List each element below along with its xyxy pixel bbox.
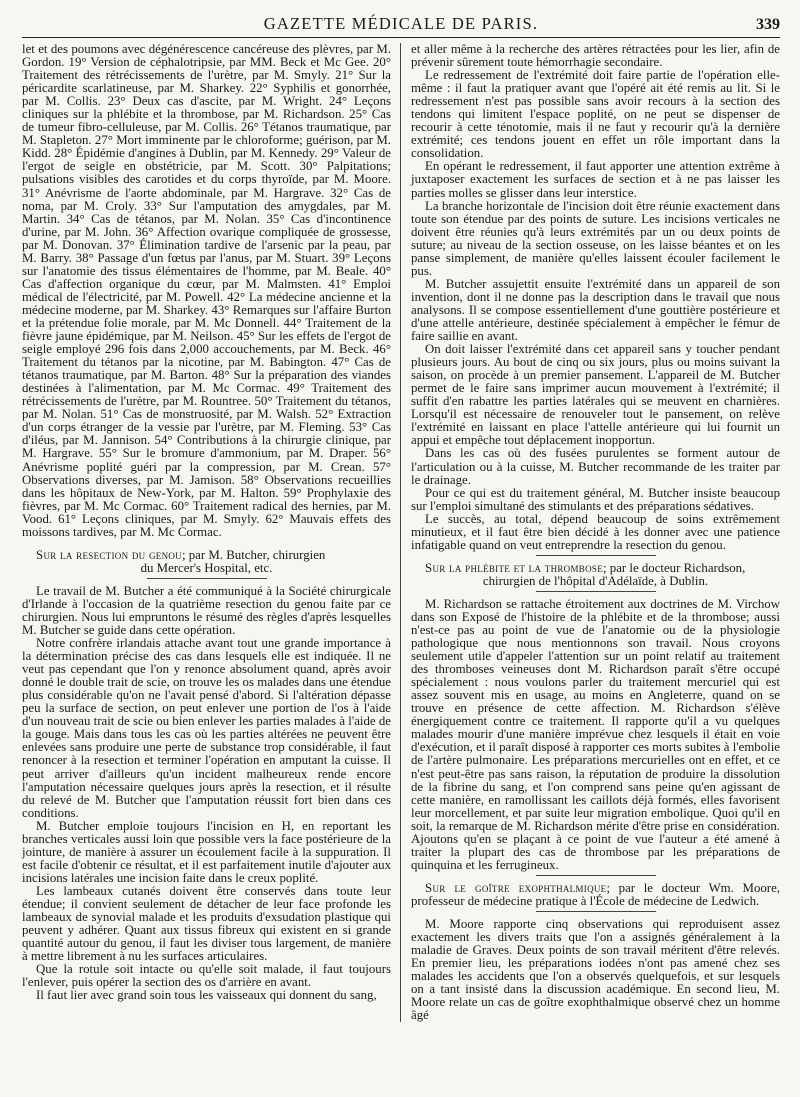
paragraph: M. Moore rapporte cinq observations qui reproduisent assez exactement les divers traits que l'on a assignés généralement à la maladie de Graves. Deux points de son travail méritent d'être relevés. En premier lieu, les préparations iodées n'ont pas amené chez ses malades les accidents que l'on a observés quelquefois, et sur lesquels on a tant insisté dans la discussion académique. En second lieu, M. Moore relate un cas de goître exophthalmique observé chez un homme âgé [411, 917, 780, 1023]
section-divider [536, 911, 656, 912]
section-heading-resection [22, 549, 391, 575]
section-heading-phlebite [411, 562, 780, 588]
section-divider [536, 555, 656, 556]
paragraph: M. Butcher emploie toujours l'incision en H, en reportant les branches verticales aussi loin que possible vers la face postérieure de la jointure, de manière à assurer un écoulement facile à la suppuration. Il est facile d'obtenir ce résultat, et il est parfaitement inutile d'ajouter aux incisions latérales une incision faite dans le creux poplité. [22, 818, 391, 885]
section-heading-affiliation: du Mercer's Hospital, etc. [140, 560, 273, 575]
section-heading-goitre [411, 882, 780, 908]
section-heading-title: Sur le goître exophthalmique [425, 880, 607, 895]
paragraph: et aller même à la recherche des artères rétractées pour les lier, afin de prévenir sûrement toute hémorrhagie secondaire. [411, 42, 780, 70]
paragraph: Le redressement de l'extrémité doit faire partie de l'opération elle-même : il faut la pratiquer avant que l'opéré ait été remis au lit. Si le redressement n'est pas possible sans avoir recours à la section des tendons qui limitent l'espace poplité, on ne peut se dispenser de recourir à cette ténotomie, mais il ne faut y recourir qu'à la dernière extrémité; ces tendons jouent en effet un rôle important dans la consolidation. [411, 68, 780, 161]
paragraph: Le succès, au total, dépend beaucoup de soins extrêmement minutieux, et il faut être bien décidé à les donner avec une patience infatigable quand on veut entreprendre la resection du genou. [411, 511, 780, 552]
paragraph: Pour ce qui est du traitement général, M. Butcher insiste beaucoup sur l'emploi simultané des stimulants et des préparations sédatives. [411, 485, 780, 513]
paragraph: Les lambeaux cutanés doivent être conservés dans toute leur étendue; il convient seulement de détacher de leur face profonde les lambeaux de synovial malade et les produits d'exsudation plastique qui peuvent y adhérer. Quant aux tissus fibreux qui existent en si grande quantité autour du genou, il faut les diviser tous largement, de manière à mettre librement à nu les surfaces articulaires. [22, 883, 391, 964]
paragraph: Il faut lier avec grand soin tous les vaisseaux qui donnent du sang, [36, 988, 377, 1003]
left-column [22, 43, 401, 1022]
paragraph: M. Richardson se rattache étroitement aux doctrines de M. Virchow dans son Exposé de l'histoire de la phlébite et de la thrombose; aussi n'est-ce pas au point de vue de l'anatomie ou de la physiologie pathologique que nous mentionnons son travail. Nous croyons seulement utile d'appeler l'attention sur un point relatif au traitement des thromboses veineuses dont M. Richardson paraît s'être occupé spécialement : nous voulons parler du traitement mercuriel qui est assez souvent mis en usage, au moins en Angleterre, quand on se trouve en présence de cette affection. M. Richardson s'élève énergiquement contre ce traitement. Il rapporte qu'il a vu quelques malades mourir d'une manière imprévue chez lesquels il était en voie d'exécution, et il paraît disposé à rapporter ces morts subites à l'embolie de l'artère pulmonaire. Les préparations mercurielles ont en effet, et ce n'est peut-être pas sans raison, la réputation de produire la dissolution de la fibrine du sang, et l'on comprend sans peine qu'en agissant de cette manière, en ramollissant les caillots déjà formés, elles favorisent leur morcellement, et par suite leur migration embolique. Quoi qu'il en soit, la remarque de M. Richardson mérite d'être prise en considération. Ajoutons qu'en se plaçant à ce point de vue l'auteur a été amené à traiter la plupart des cas de thrombose par les préparations de quinquina et les ferrugineux. [411, 596, 780, 872]
section-divider [147, 578, 267, 579]
page-number: 339 [756, 16, 780, 33]
paragraph: M. Butcher assujettit ensuite l'extrémité dans un appareil de son invention, dont il ne donne pas la description dans le travail que nous analysons. Il se compose essentiellement d'une gouttière postérieure et d'une attelle antérieure, destinée spécialement à empêcher le fémur de faire saillie en avant. [411, 276, 780, 344]
text-columns [22, 43, 780, 1022]
page-header [22, 14, 780, 38]
paragraph: Notre confrère irlandais attache avant tout une grande importance à la détermination précise des cas dans lesquels elle est indiquée. Il ne veut pas cependant que l'on y renonce absolument quand, après avoir donné le double trait de scie, on trouve les os malades dans une étendue plus considérable qu'on ne l'avait pensé d'abord. Si l'altération dépasse peu la surface de section, on peut enlever une portion de l'os à l'aide d'un nouveau trait de scie ou bien enlever les parties malades à l'aide de la gouge. Mais dans tous les cas où les parties altérées ne peuvent être enlevées sans produire une perte de substance trop considérable, il faut renoncer à la resection et terminer l'opération en amputant la cuisse. Il peut arriver d'ailleurs qu'un incident malheureux rende encore l'amputation nécessaire quelques jours après la resection, et il résulte du relevé de M. Butcher que l'amputation réussit fort bien dans ces conditions. [22, 636, 391, 820]
paragraph: En opérant le redressement, il faut apporter une attention extrême à juxtaposer exactement les surfaces de section et à ne pas laisser les parties molles se glisser dans leur interstice. [411, 159, 780, 200]
paragraph: Que la rotule soit intacte ou qu'elle soit malade, il faut toujours l'enlever, puis opérer la section des os d'arrière en avant. [22, 962, 391, 990]
section-heading-title: Sur la resection du genou [36, 547, 182, 562]
section-heading-title: Sur la phlébite et la thrombose [425, 560, 603, 575]
paragraph: Dans les cas où des fusées purulentes se forment autour de l'articulation ou à la cuisse, M. Butcher recommande de les traiter par le drainage. [411, 446, 780, 487]
section-divider [536, 591, 656, 592]
section-heading-author: ; par le docteur Richardson, [603, 560, 746, 575]
section-heading-author: ; par M. Butcher, chirurgien [181, 547, 326, 562]
paragraph: Le travail de M. Butcher a été communiqué à la Société chirurgicale d'Irlande à l'occasion de la quatrième resection du genou faite par ce chirurgien. Nous lui empruntons le résumé des règles d'après lesquelles M. Butcher se guide dans cette opération. [22, 583, 391, 638]
journal-title: GAZETTE MÉDICALE DE PARIS. [263, 14, 539, 33]
section-divider [536, 875, 656, 876]
section-heading-affiliation: chirurgien de l'hôpital d'Adélaïde, à Dublin. [482, 573, 709, 588]
right-column [401, 43, 780, 1022]
section-heading-author: ; par le docteur Wm. Moore, professeur de médecine pratique à l'École de médecine de Ledwich. [411, 880, 780, 908]
paragraph: La branche horizontale de l'incision doit être réunie exactement dans toute son étendue par des points de suture. Les incisions verticales ne doivent être réunies qu'à leurs extrémités par un ou deux points de suture; au niveau de la section osseuse, on les laisse béantes et on les panse simplement, de manière qu'elles laissent écouler facilement le pus. [411, 198, 780, 278]
publication-list-paragraph: let et des poumons avec dégénérescence cancéreuse des plèvres, par M. Gordon. 19° Version de céphalotripsie, par MM. Beck et Mc Gee. 20° Traitement des rétrécissements de l'urètre, par M. Smyly. 21° Sur la péricardite scarlatineuse, par M. Sharkey. 22° Syphilis et gonorrhée, par M. Collis. 23° Deux cas d'ascite, par M. Wright. 24° Leçons cliniques sur la phlébite et la thrombose, par M. Richardson. 25° Cas de tumeur fibro-celluleuse, par M. Collis. 26° Tétanos traumatique, par M. Stapleton. 27° Mort imminente par le chloroforme; guérison, par M. Kidd. 28° Épidémie d'angines à Dublin, par M. Kennedy. 29° Valeur de l'ergot de seigle en obstétricie, par M. Scott. 30° Palpitations; pulsations visibles des carotides et du corps thyroïde, par M. Moore. 31° Anévrisme de l'aorte abdominale, par M. Hargrave. 32° Cas de noma, par M. Croly. 33° Sur l'amputation des amygdales, par M. Martin. 34° Cas de tétanos, par M. Nolan. 35° Cas d'incontinence d'urine, par M. John. 36° Affection ovarique compliquée de grossesse, par M. Donovan. 37° Élimination tardive de l'arsenic par la peau, par M. Barry. 38° Passage d'un fœtus par l'anus, par M. Stuart. 39° Leçons sur l'anatomie des tissus élémentaires de l'homme, par M. Beale. 40° Cas d'affection organique du cœur, par M. Malmsten. 41° Emploi médical de l'électricité, par M. Powell. 42° La médecine ancienne et la médecine moderne, par M. Sharkey. 43° Remarques sur l'affaire Burton et la prétendue folie morale, par M. Mc Donnell. 44° Traitement de la fièvre jaune épidémique, par M. Neilson. 45° Sur les effets de l'ergot de seigle employé 296 fois dans 2,000 accouchements, par M. Beck. 46° Traitement du tétanos par la nicotine, par M. Babington. 47° Cas de tétanos traumatique, par M. Barton. 48° Sur la préparation des viandes destinées à l'alimentation, par M. Mc Cormac. 49° Traitement des rétrécissements de l'urètre, par M. Rountree. 50° Traitement du tétanos, par M. Nolan. 51° Cas de monstruosité, par M. Walsh. 52° Extraction d'un corps étranger de la vessie par l'urètre, par M. Fleming. 53° Cas d'iléus, par M. Jannison. 54° Contributions à la chirurgie clinique, par M. Hargrave. 55° Sur le bromure d'ammonium, par M. Draper. 56° Anévrisme poplité guéri par la compression, par M. Crean. 57° Observations diverses, par M. Jamison. 58° Observations recueillies dans les hôpitaux de New-York, par M. Halton. 59° Prophylaxie des fièvres, par M. Mc Cormac. 60° Traitement radical des hernies, par M. Vood. 61° Leçons cliniques, par M. Smyly. 62° Mauvais effets des moissons tardives, par M. Mc Cormac. [22, 42, 391, 539]
paragraph: On doit laisser l'extrémité dans cet appareil sans y toucher pendant plusieurs jours. Au bout de cinq ou six jours, plus ou moins suivant la saison, on procède à un premier pansement. L'appareil de M. Butcher permet de le faire sans imprimer aucun mouvement à l'extrémité; il suffit d'en rabattre les parties latérales qui se meuvent en charnières. Lorsqu'il est nécessaire de renouveler tout le pansement, on relève l'extrémité en laissant en place l'attelle antérieure qui lui fournit un appui et empêche tout déplacement inopportun. [411, 342, 780, 448]
